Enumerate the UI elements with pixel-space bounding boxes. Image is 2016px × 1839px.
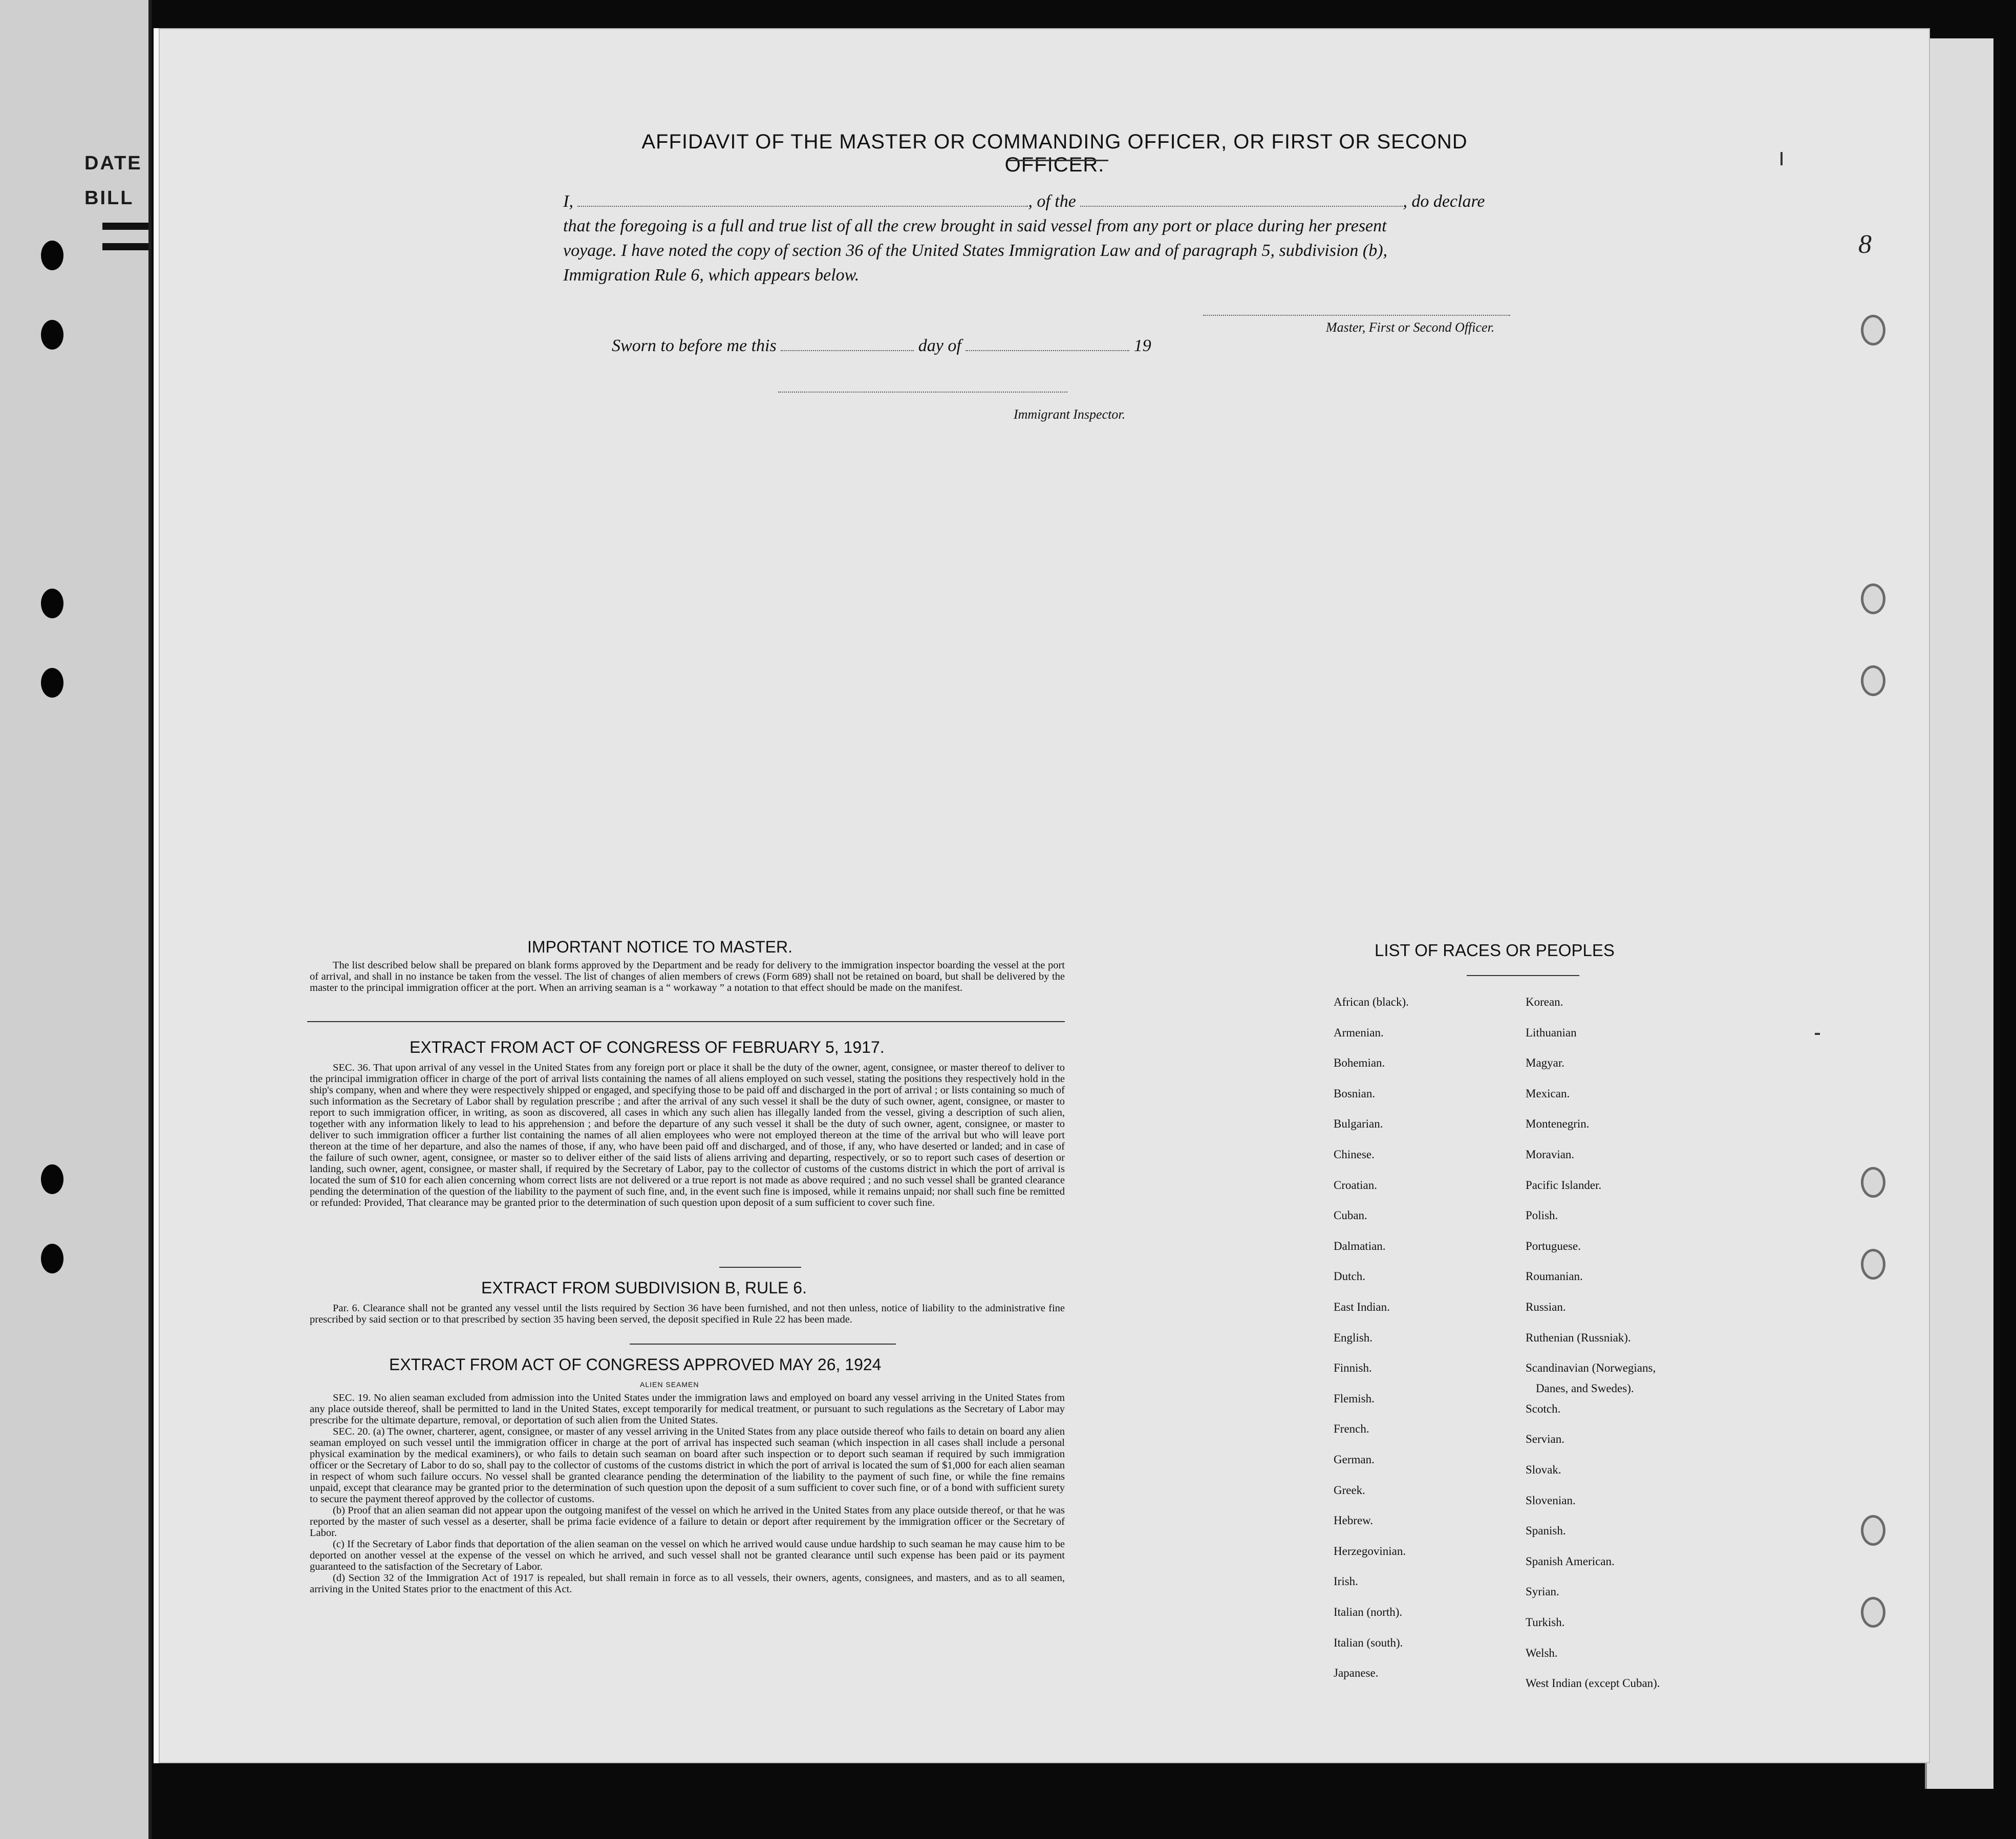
race-item: Croatian. bbox=[1334, 1178, 1377, 1192]
extract-rule6-title: EXTRACT FROM SUBDIVISION B, RULE 6. bbox=[481, 1279, 807, 1297]
of-the-text: , of the bbox=[1028, 192, 1076, 211]
margin-mark bbox=[1781, 152, 1783, 165]
race-item: Spanish American. bbox=[1526, 1554, 1615, 1568]
race-item: Montenegrin. bbox=[1526, 1117, 1590, 1131]
binder-hole bbox=[41, 1244, 63, 1273]
race-item: Danes, and Swedes). bbox=[1536, 1382, 1634, 1395]
punch-hole bbox=[1861, 1167, 1885, 1198]
notice-paragraph: The list described below shall be prepared on blank forms approved by the Department and be ready for delivery to the immigration inspector boarding the vessel at the port of arrival, and shall in no instance be taken from the vessel. The list of changes of alien members of crews (Form 689) shall not be retained on board, but shall be delivered by the master to the principal immigration officer at the port. When an arriving seaman is a “ workaway ” a notation to that effect should be made on the manifest. bbox=[310, 960, 1065, 993]
extract-1917-title: EXTRACT FROM ACT OF CONGRESS OF FEBRUARY 5, 1917. bbox=[410, 1038, 885, 1056]
race-item: Bohemian. bbox=[1334, 1056, 1385, 1070]
extract-1917-body bbox=[310, 1062, 1065, 1208]
affidavit-line-1 bbox=[563, 189, 1551, 214]
race-item: Italian (south). bbox=[1334, 1636, 1403, 1649]
sworn-prefix: Sworn to before me this bbox=[612, 336, 777, 355]
race-item: French. bbox=[1334, 1422, 1369, 1436]
race-item: Magyar. bbox=[1526, 1056, 1565, 1070]
extract-1924-title: EXTRACT FROM ACT OF CONGRESS APPROVED MAY 26, 1924 bbox=[389, 1355, 882, 1374]
binder-strip bbox=[0, 0, 152, 1839]
races-title: LIST OF RACES OR PEOPLES bbox=[1375, 941, 1615, 960]
race-item: Scotch. bbox=[1526, 1402, 1561, 1415]
master-signature-label: Master, First or Second Officer. bbox=[1326, 320, 1495, 335]
inspector-signature-line[interactable] bbox=[778, 392, 1067, 393]
notice-title: IMPORTANT NOTICE TO MASTER. bbox=[527, 938, 792, 956]
race-item: Finnish. bbox=[1334, 1361, 1372, 1375]
sec-20c-paragraph: (c) If the Secretary of Labor finds that deportation of the alien seaman on the vessel on which he arrived would cause undue hardship to such seaman he may cause him to be deported on another vessel at the expense of the vessel on which he arrived, and such vessel shall not be granted clearance until such expense has been paid or its payment guaranteed to the satisfaction of the Secretary of Labor. bbox=[310, 1539, 1065, 1572]
race-item: Roumanian. bbox=[1526, 1270, 1583, 1283]
extract-1924-body bbox=[310, 1392, 1065, 1595]
sec-20a-paragraph: SEC. 20. (a) The owner, charterer, agent, consignee, or master of any vessel arriving in the United States from any place outside thereof who fails to detain on board any alien seaman employed on such vessel until the immigration officer in charge at the port of arrival has inspected such seaman (which inspection in all cases shall include a personal physical examination by the medical examiners), or who fails to detain such seaman on board after such inspection or to deport such seaman if required by such immigration officer or the Secretary of Labor to do so, shall pay to the collector of customs of the customs district in which the port of arrival is located the sum of $1,000 for each alien seaman in respect of whom such failure occurs. No vessel shall be granted clearance pending the determination of the liability to the payment of such fine, or while the fine remains unpaid, except that clearance may be granted prior to the determination of such question upon the deposit of a sum sufficient to cover such fine, or of a bond with sufficient surety to secure the payment thereof approved by the collector of customs. bbox=[310, 1426, 1065, 1505]
notice-body bbox=[310, 960, 1065, 993]
race-item: African (black). bbox=[1334, 996, 1409, 1008]
punch-hole bbox=[1861, 583, 1885, 614]
punch-hole bbox=[1861, 1249, 1885, 1280]
race-item: Portuguese. bbox=[1526, 1239, 1581, 1252]
race-item: Spanish. bbox=[1526, 1524, 1566, 1538]
page-number: 8 bbox=[1858, 230, 1872, 259]
declarant-name-field[interactable] bbox=[577, 206, 1028, 207]
binder-hole bbox=[41, 1164, 63, 1194]
race-item: East Indian. bbox=[1334, 1301, 1390, 1313]
stamp-bill: BILL bbox=[84, 187, 134, 209]
sec-19-paragraph: SEC. 19. No alien seaman excluded from admission into the United States under the immigration laws and employed on board any vessel arriving in the United States from any place outside thereof, shall be permitted to land in the United States, except temporarily for medical treatment, or pursuant to such regulations as the Secretary of Labor may prescribe for the ultimate departure, removal, or deportation of such alien from the United States. bbox=[310, 1392, 1065, 1426]
race-item: Korean. bbox=[1526, 996, 1563, 1008]
punch-hole bbox=[1861, 1597, 1885, 1628]
sec-20d-paragraph: (d) Section 32 of the Immigration Act of 1917 is repealed, but shall remain in force as to all vessels, their owners, agents, consignees, and masters, and as to all seamen, arriving in the United States prior to the enactment of this Act. bbox=[310, 1572, 1065, 1595]
day-of-text: day of bbox=[918, 336, 961, 355]
race-item: Servian. bbox=[1526, 1433, 1565, 1446]
race-item: Italian (north). bbox=[1334, 1606, 1403, 1618]
binder-bar bbox=[102, 223, 148, 230]
races-title-rule bbox=[1467, 975, 1579, 976]
race-item: Russian. bbox=[1526, 1301, 1566, 1313]
race-item: West Indian (except Cuban). bbox=[1526, 1677, 1660, 1690]
sec-20b-paragraph: (b) Proof that an alien seaman did not appear upon the outgoing manifest of the vessel on which he arrived in the United States from any place outside thereof, or that he was reported by the master of such vessel as a deserter, shall be prima facie evidence of a failure to detain or deport after requirement by the immigration officer or the Secretary of Labor. bbox=[310, 1505, 1065, 1539]
alien-seamen-subtitle: ALIEN SEAMEN bbox=[640, 1380, 699, 1389]
sec-36-paragraph: SEC. 36. That upon arrival of any vessel in the United States from any foreign port or place it shall be the duty of the owner, agent, consignee, or master thereof to deliver to the principal immigration officer in charge of the port of arrival lists containing the names of all aliens employed on such vessel, stating the positions they respectively hold in the ship's company, when and where they were respectively shipped or engaged, and specifying those to be paid off and discharged in the port of arrival ; or lists containing so much of such information as the Secretary of Labor shall by regulation prescribe ; and after the arrival of any such vessel it shall be the duty of such owner, agent, consignee, or master to report to such immigration officer, in writing, as soon as discovered, all cases in which any such alien has illegally landed from the vessel, giving a description of such alien, together with any information likely to lead to his apprehension ; and before the departure of any such vessel it shall be the duty of such owner, agent, consignee, or master to deliver to such immigration officer a further list containing the names of all alien employees who were not employed thereon at the time of the arrival but who will leave port thereon at the time of her departure, and also the names of those, if any, who have been paid off and discharged, and of those, if any, who have deserted or landed; and in case of the failure of such owner, agent, consignee, or master so to deliver either of the said lists of aliens arriving and departing, respectively, or so to report such cases of desertion or landing, such owner, agent, consignee, or master shall, if required by the Secretary of Labor, pay to the collector of customs of the customs district in which the port of arrival is located the sum of $10 for each alien concerning whom correct lists are not delivered or a true report is not made as above required ; and no such vessel shall be granted clearance pending the determination of the question of the liability to the payment of such fine, and, in the event such fine is imposed, while it remains unpaid; nor shall such fine be remitted or refunded: Provided, That clearance may be granted prior to the determination of such question upon deposit of a sum sufficient to cover such fine. bbox=[310, 1062, 1065, 1208]
race-item: Slovak. bbox=[1526, 1463, 1561, 1476]
stamp-date: DATE bbox=[84, 153, 142, 174]
title-rule bbox=[1009, 160, 1108, 161]
race-item: Japanese. bbox=[1334, 1667, 1379, 1680]
race-item: Syrian. bbox=[1526, 1585, 1559, 1598]
vessel-name-field[interactable] bbox=[1080, 206, 1403, 207]
section-rule bbox=[630, 1344, 896, 1345]
master-signature-line[interactable] bbox=[1203, 315, 1510, 316]
race-item: Flemish. bbox=[1334, 1392, 1375, 1405]
binder-hole bbox=[41, 668, 63, 698]
section-rule bbox=[719, 1267, 801, 1268]
affidavit-line-3: voyage. I have noted the copy of section 36 of the United States Immigration Law and of paragraph 5, subdivision (b), bbox=[563, 241, 1388, 260]
race-item: Moravian. bbox=[1526, 1148, 1575, 1161]
punch-hole bbox=[1861, 1515, 1885, 1546]
race-item: Irish. bbox=[1334, 1575, 1358, 1588]
do-declare-text: , do declare bbox=[1403, 192, 1485, 211]
par-6-paragraph: Par. 6. Clearance shall not be granted any vessel until the lists required by Section 36 have been furnished, and not then unless, notice of liability to the administrative fine prescribed by said section or to that prescribed by section 35 having been served, the deposit specified in Rule 22 has been made. bbox=[310, 1303, 1065, 1325]
race-item: Welsh. bbox=[1526, 1646, 1558, 1659]
race-item: Polish. bbox=[1526, 1209, 1558, 1222]
declarant-prefix: I, bbox=[563, 192, 573, 211]
affidavit-line-4: Immigration Rule 6, which appears below. bbox=[563, 266, 860, 285]
race-item: Herzegovinian. bbox=[1334, 1544, 1406, 1557]
sworn-line bbox=[612, 334, 1151, 358]
date-bill-stamp bbox=[84, 146, 142, 215]
affidavit-statement bbox=[563, 189, 1551, 288]
race-item: German. bbox=[1334, 1453, 1375, 1466]
underlying-sheet-edge bbox=[1925, 38, 1993, 1789]
race-item: Cuban. bbox=[1334, 1209, 1367, 1222]
section-rule bbox=[307, 1021, 1065, 1022]
margin-mark bbox=[1815, 1033, 1820, 1035]
year-prefix: 19 bbox=[1133, 336, 1151, 355]
binder-bar bbox=[102, 243, 148, 250]
race-item: Slovenian. bbox=[1526, 1494, 1576, 1507]
sworn-day-field[interactable] bbox=[781, 350, 914, 351]
race-item: Mexican. bbox=[1526, 1087, 1570, 1100]
race-item: English. bbox=[1334, 1331, 1373, 1344]
affidavit-line-2: that the foregoing is a full and true list of all the crew brought in said vessel from any port or place during her present bbox=[563, 217, 1387, 235]
race-item: Chinese. bbox=[1334, 1148, 1375, 1161]
extract-rule6-body bbox=[310, 1303, 1065, 1325]
inspector-signature-label: Immigrant Inspector. bbox=[1014, 407, 1126, 422]
race-item: Greek. bbox=[1334, 1483, 1365, 1497]
race-item: Hebrew. bbox=[1334, 1514, 1374, 1527]
race-item: Armenian. bbox=[1334, 1026, 1384, 1039]
binder-hole bbox=[41, 241, 63, 270]
punch-hole bbox=[1861, 665, 1885, 696]
punch-hole bbox=[1861, 315, 1885, 345]
race-item: Bosnian. bbox=[1334, 1087, 1376, 1100]
race-item: Bulgarian. bbox=[1334, 1117, 1383, 1131]
binder-hole bbox=[41, 320, 63, 350]
race-item: Turkish. bbox=[1526, 1616, 1565, 1629]
race-item: Scandinavian (Norwegians, bbox=[1526, 1361, 1656, 1375]
binder-hole bbox=[41, 589, 63, 618]
race-item: Dalmatian. bbox=[1334, 1239, 1386, 1252]
race-item: Pacific Islander. bbox=[1526, 1178, 1602, 1192]
race-item: Dutch. bbox=[1334, 1270, 1365, 1283]
race-item: Ruthenian (Russniak). bbox=[1526, 1331, 1631, 1344]
affidavit-title: AFFIDAVIT OF THE MASTER OR COMMANDING OFFICER, OR FIRST OR SECOND OFFICER. bbox=[641, 131, 1468, 176]
sworn-month-field[interactable] bbox=[966, 350, 1129, 351]
race-item: Lithuanian bbox=[1526, 1026, 1577, 1039]
